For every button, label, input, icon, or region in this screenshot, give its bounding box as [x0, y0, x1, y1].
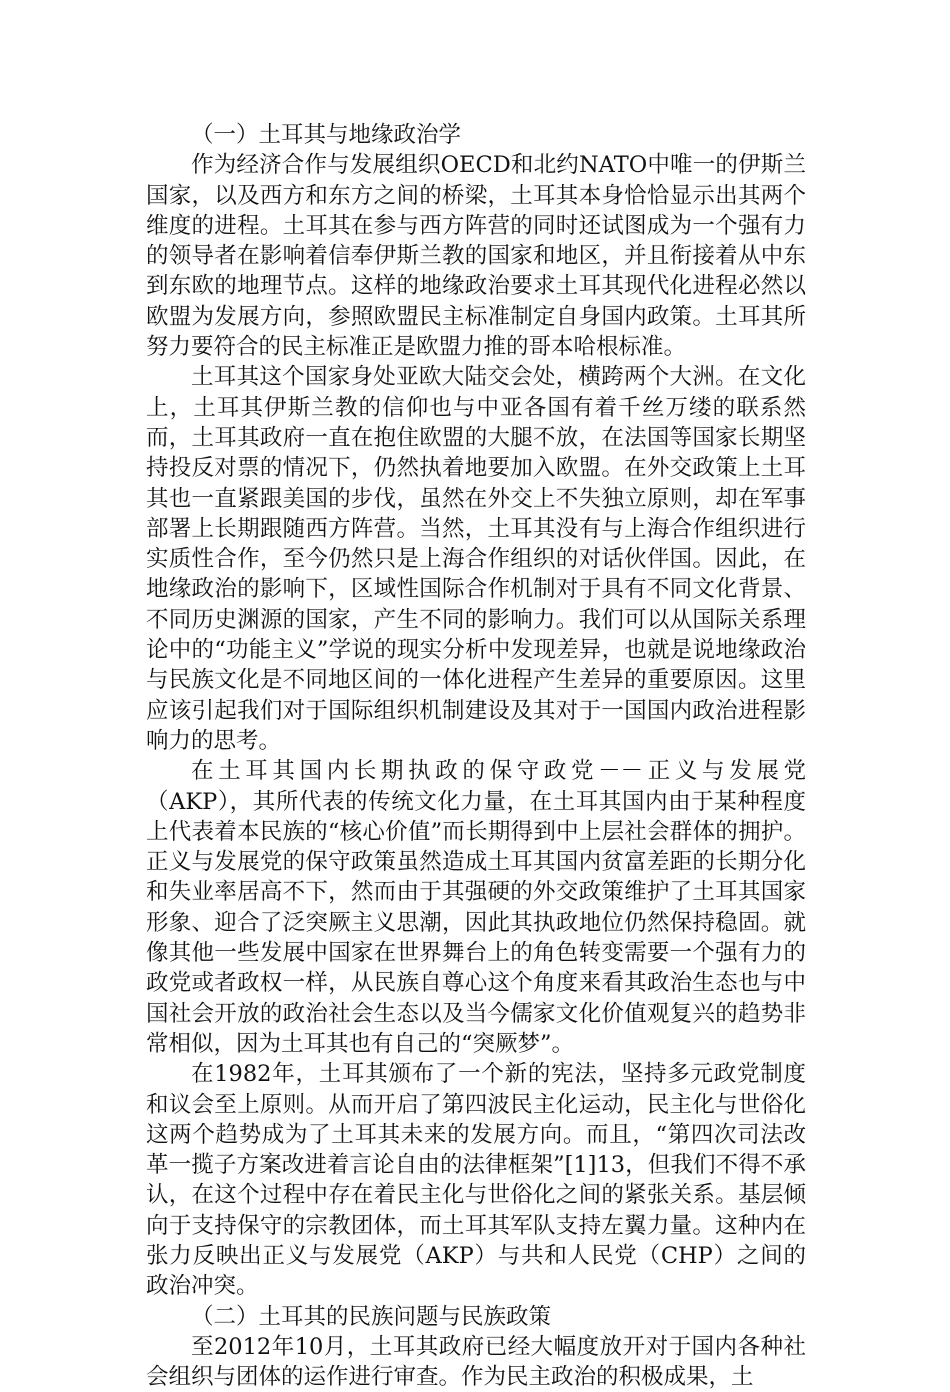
paragraph-eurasia: 土耳其这个国家身处亚欧大陆交会处，横跨两个大洲。在文化上，土耳其伊斯兰教的信仰也与中亚各国有着千丝万缕的联系然而，土耳其政府一直在抱住欧盟的大腿不放，在法国等国家长期坚持投反对票的情况下，仍然执着地要加入欧盟。在外交政策上土耳其也一直紧跟美国的步伐，虽然在外交上不失独立原则，却在军事部署上长期跟随西方阵营。当然，土耳其没有与上海合作组织进行实质性合作，至今仍然只是上海合作组织的对话伙伴国。因此，在地缘政治的影响下，区域性国际合作机制对于具有不同文化背景、不同历史渊源的国家，产生不同的影响力。我们可以从国际关系理论中的“功能主义”学说的现实分析中发现差异，也就是说地缘政治与民族文化是不同地区间的一体化进程产生差异的重要原因。这里应该引起我们对于国际组织机制建设及其对于一国国内政治进程影响力的思考。	[146, 364, 806, 754]
section-heading-geopolitics: （一）土耳其与地缘政治学	[191, 122, 462, 148]
document-page	[146, 120, 806, 1392]
paragraph-constitution-1982: 在1982年，土耳其颁布了一个新的宪法，坚持多元政党制度和议会至上原则。从而开启了第四波民主化运动，民主化与世俗化这两个趋势成为了土耳其未来的发展方向。而且，“第四次司法改革一揽子方案改进着言论自由的法律框架”[1]13，但我们不得不承认，在这个过程中存在着民主化与世俗化之间的紧张关系。基层倾向于支持保守的宗教团体，而土耳其军队支持左翼力量。这种内在张力反映出正义与发展党（AKP）与共和人民党（CHP）之间的政治冲突。	[146, 1061, 806, 1300]
paragraph-akp: 在土耳其国内长期执政的保守政党－－正义与发展党（AKP），其所代表的传统文化力量，在土耳其国内由于某种程度上代表着本民族的“核心价值”而长期得到中上层社会群体的拥护。正义与发展党的保守政策虽然造成土耳其国内贫富差距的长期分化和失业率居高不下，然而由于其强硬的外交政策维护了土耳其国家形象、迎合了泛突厥主义思潮，因此其执政地位仍然保持稳固。就像其他一些发展中国家在世界舞台上的角色转变需要一个强有力的政党或者政权一样，从民族自尊心这个角度来看其政治生态也与中国社会开放的政治社会生态以及当今儒家文化价值观复兴的趋势非常相似，因为土耳其也有自己的“突厥梦”。	[146, 758, 806, 1057]
paragraph-2012: 至2012年10月，土耳其政府已经大幅度放开对于国内各种社会组织与团体的运作进行审查。作为民主政治的积极成果，土	[146, 1333, 806, 1391]
section-heading-ethnic-policy: （二）土耳其的民族问题与民族政策	[191, 1303, 552, 1330]
paragraph-geopolitics-intro: 作为经济合作与发展组织OECD和北约NATO中唯一的伊斯兰国家，以及西方和东方之间的桥梁，土耳其本身恰恰显示出其两个维度的进程。土耳其在参与西方阵营的同时还试图成为一个强有力的领导者在影响着信奉伊斯兰教的国家和地区，并且衔接着从中东到东欧的地理节点。这样的地缘政治要求土耳其现代化进程必然以欧盟为发展方向，参照欧盟民主标准制定自身国内政策。土耳其所努力要符合的民主标准正是欧盟力推的哥本哈根标准。	[146, 152, 806, 361]
